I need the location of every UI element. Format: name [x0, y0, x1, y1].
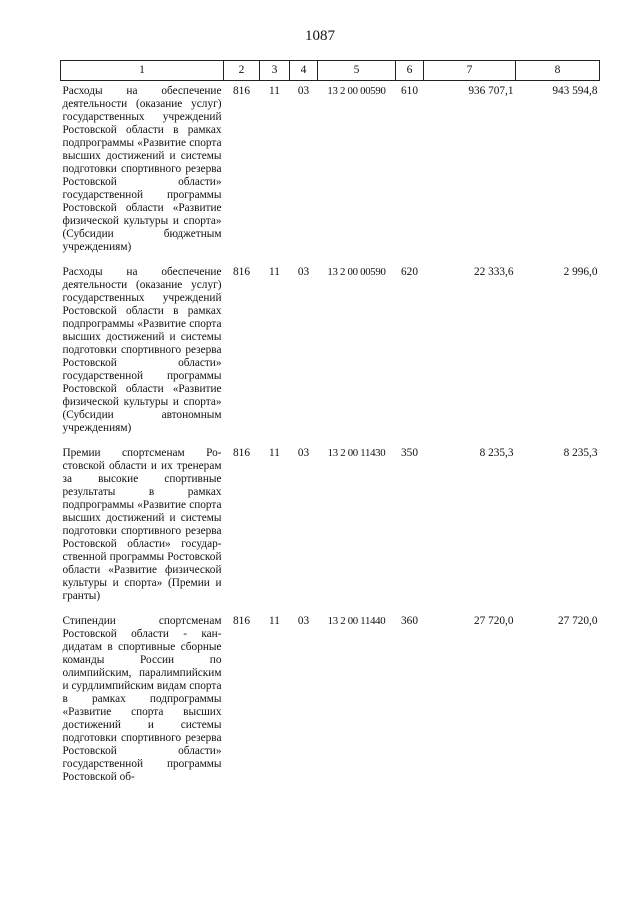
- header-row: [61, 61, 600, 81]
- page-number: 1087: [305, 28, 335, 44]
- column-header: 8: [516, 61, 600, 81]
- expense-type-code: 610: [401, 85, 418, 97]
- subsection-code: 03: [297, 447, 310, 459]
- row-description: Стипендии спортсменам Ростовской области - кандидатам в спортивные сборные команды России по олимпийским, паралимпийским и сурдлимпийским видам спорта в рамках подпрограммы «Развитие спорта высших достижений и системы подготовки спортивного резерва Ростовской области» государственной программы Ростовской об-: [62, 615, 222, 783]
- table-row: [61, 443, 600, 611]
- column-header: 4: [290, 61, 318, 81]
- amount-col7: 22 333,6: [473, 266, 514, 278]
- expense-type-code: 360: [401, 615, 418, 627]
- ministry-code: 816: [233, 266, 250, 278]
- table-row: [61, 262, 600, 443]
- amount-col7: 936 707,1: [468, 85, 514, 97]
- subsection-code: 03: [297, 615, 310, 627]
- target-article-code: 13 2 00 00590: [327, 85, 386, 97]
- amount-col8: 27 720,0: [557, 615, 598, 627]
- table-row: [61, 611, 600, 792]
- section-code: 11: [269, 266, 280, 278]
- section-code: 11: [269, 615, 280, 627]
- section-code: 11: [269, 447, 280, 459]
- target-article-code: 13 2 00 00590: [327, 266, 386, 278]
- expense-type-code: 350: [401, 447, 418, 459]
- column-header: 1: [61, 61, 224, 81]
- column-header: 5: [318, 61, 396, 81]
- target-article-code: 13 2 00 11430: [327, 447, 386, 459]
- ministry-code: 816: [233, 85, 250, 97]
- row-description: Расходы на обеспечение деятельности (оказание услуг) государственных учреждений Ростовской области в рамках подпрограммы «Развитие спорта высших достижений и системы подготовки спортивного резерва Ростовской области» государственной программы Ростовской области «Развитие физической культуры и спорта» (Субсидии бюджетным учреждениям): [62, 85, 222, 253]
- column-header: 6: [396, 61, 424, 81]
- expense-type-code: 620: [401, 266, 418, 278]
- column-header: 2: [224, 61, 260, 81]
- ministry-code: 816: [233, 447, 250, 459]
- ministry-code: 816: [233, 615, 250, 627]
- column-header: 7: [424, 61, 516, 81]
- amount-col7: 8 235,3: [479, 447, 514, 459]
- table-row: [61, 81, 600, 263]
- target-article-code: 13 2 00 11440: [327, 615, 386, 627]
- amount-col7: 27 720,0: [473, 615, 514, 627]
- row-description: Премии спортсменам Ростовской области и их тренерам за высокие спортивные результаты в рамках подпрограммы «Развитие спорта высших достижений и системы подготовки спортивного резерва Ростовской области» государственной программы Ростовской области «Развитие физической культуры и спорта» (Премии и гранты): [62, 447, 222, 602]
- amount-col8: 2 996,0: [563, 266, 598, 278]
- row-description: Расходы на обеспечение деятельности (оказание услуг) государственных учреждений Ростовской области в рамках подпрограммы «Развитие спорта высших достижений и системы подготовки спортивного резерва Ростовской области» государственной программы Ростовской области «Развитие физической культуры и спорта» (Субсидии автономным учреждениям): [62, 266, 222, 434]
- subsection-code: 03: [297, 85, 310, 97]
- budget-table: [60, 60, 600, 792]
- amount-col8: 943 594,8: [552, 85, 598, 97]
- amount-col8: 8 235,3: [563, 447, 598, 459]
- subsection-code: 03: [297, 266, 310, 278]
- section-code: 11: [269, 85, 280, 97]
- column-header: 3: [260, 61, 290, 81]
